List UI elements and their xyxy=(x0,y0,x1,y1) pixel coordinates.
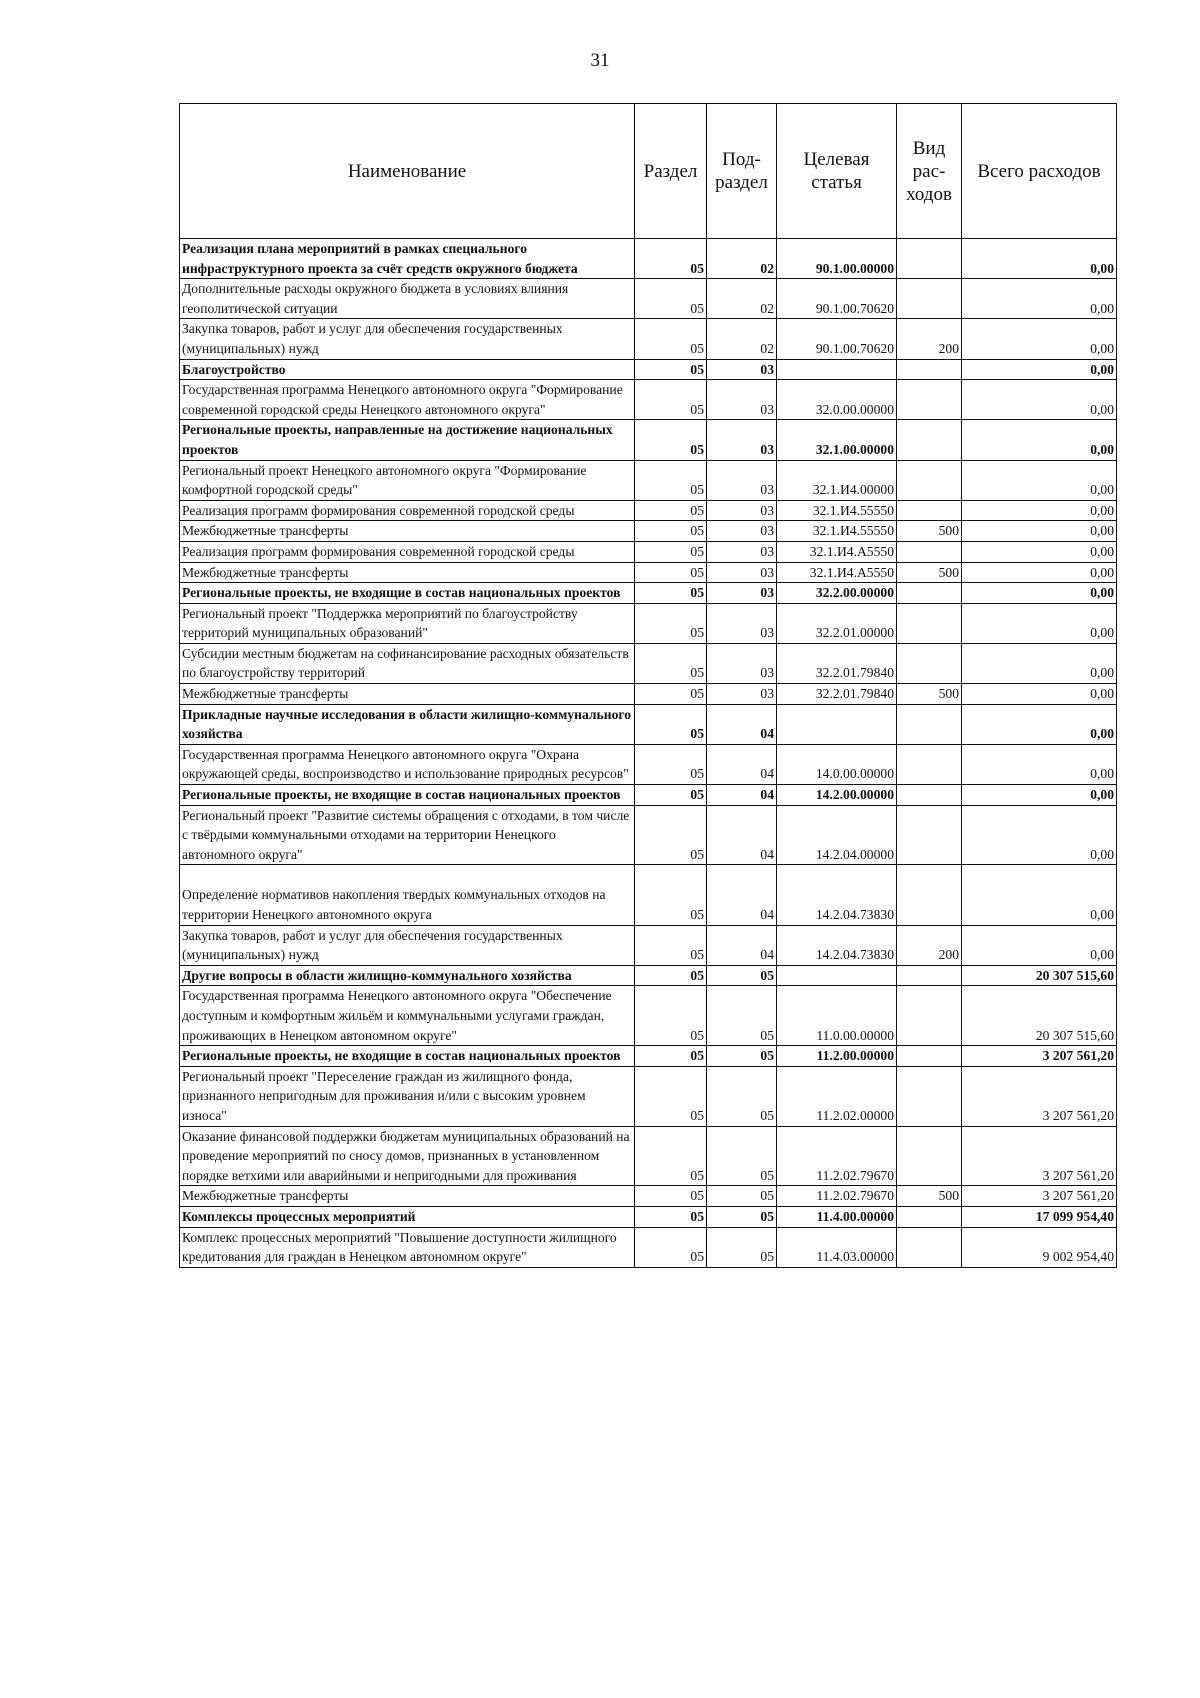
row-podrazdel-cell: 02 xyxy=(707,319,777,359)
row-razdel-cell: 05 xyxy=(635,865,707,925)
row-statya-cell: 32.0.00.00000 xyxy=(777,380,897,420)
row-razdel-cell: 05 xyxy=(635,1227,707,1267)
row-razdel-cell: 05 xyxy=(635,1186,707,1207)
row-vid-cell xyxy=(897,460,962,500)
row-total-cell: 0,00 xyxy=(962,420,1117,460)
row-statya-cell: 32.1.И4.55550 xyxy=(777,500,897,521)
page-number: 31 xyxy=(590,50,610,71)
row-podrazdel-cell: 05 xyxy=(707,1066,777,1126)
row-razdel-cell: 05 xyxy=(635,684,707,705)
row-vid-cell xyxy=(897,1206,962,1227)
row-name-cell: Региональный проект "Развитие системы обращения с отходами, в том числе с твёрдыми коммунальными отходами на территории Ненецкого автономного округа" xyxy=(180,805,635,865)
table-row xyxy=(180,279,1117,319)
row-razdel-cell: 05 xyxy=(635,986,707,1046)
row-statya-cell: 14.2.00.00000 xyxy=(777,785,897,806)
row-name-cell: Комплекс процессных мероприятий "Повышение доступности жилищного кредитования для граждан в Ненецком автономном округе" xyxy=(180,1227,635,1267)
row-razdel-cell: 05 xyxy=(635,319,707,359)
row-podrazdel-cell: 03 xyxy=(707,460,777,500)
row-statya-cell: 32.1.00.00000 xyxy=(777,420,897,460)
row-total-cell: 20 307 515,60 xyxy=(962,965,1117,986)
row-name-cell: Региональный проект "Поддержка мероприятий по благоустройству территорий муниципальных образований" xyxy=(180,603,635,643)
table-row xyxy=(180,1227,1117,1267)
row-vid-cell xyxy=(897,1227,962,1267)
table-row xyxy=(180,1206,1117,1227)
row-podrazdel-cell: 02 xyxy=(707,279,777,319)
row-statya-cell: 32.1.И4.А5550 xyxy=(777,541,897,562)
row-vid-cell xyxy=(897,603,962,643)
row-razdel-cell: 05 xyxy=(635,500,707,521)
row-name-cell: Прикладные научные исследования в области жилищно-коммунального хозяйства xyxy=(180,704,635,744)
row-vid-cell xyxy=(897,1046,962,1067)
row-razdel-cell: 05 xyxy=(635,643,707,683)
row-statya-cell xyxy=(777,965,897,986)
row-razdel-cell: 05 xyxy=(635,239,707,279)
row-razdel-cell: 05 xyxy=(635,805,707,865)
row-statya-cell: 32.1.И4.00000 xyxy=(777,460,897,500)
row-name-cell: Закупка товаров, работ и услуг для обеспечения государственных (муниципальных) нужд xyxy=(180,925,635,965)
row-total-cell: 9 002 954,40 xyxy=(962,1227,1117,1267)
row-razdel-cell: 05 xyxy=(635,583,707,604)
row-razdel-cell: 05 xyxy=(635,1046,707,1067)
row-name-cell: Оказание финансовой поддержки бюджетам муниципальных образований на проведение мероприятий по сносу домов, признанных в установленном порядке ветхими или аварийными и непригодными для проживания xyxy=(180,1126,635,1186)
row-statya-cell: 32.2.01.00000 xyxy=(777,603,897,643)
table-row xyxy=(180,1046,1117,1067)
row-vid-cell xyxy=(897,420,962,460)
header-name: Наименование xyxy=(180,104,635,239)
row-razdel-cell: 05 xyxy=(635,359,707,380)
row-podrazdel-cell: 05 xyxy=(707,1206,777,1227)
table-row xyxy=(180,359,1117,380)
row-total-cell: 0,00 xyxy=(962,562,1117,583)
row-podrazdel-cell: 04 xyxy=(707,865,777,925)
row-total-cell: 0,00 xyxy=(962,380,1117,420)
table-row xyxy=(180,239,1117,279)
row-podrazdel-cell: 02 xyxy=(707,239,777,279)
table-row xyxy=(180,965,1117,986)
row-razdel-cell: 05 xyxy=(635,460,707,500)
row-podrazdel-cell: 03 xyxy=(707,603,777,643)
row-name-cell: Региональные проекты, направленные на достижение национальных проектов xyxy=(180,420,635,460)
row-name-cell: Государственная программа Ненецкого автономного округа "Формирование современной городской среды Ненецкого автономного округа" xyxy=(180,380,635,420)
table-row xyxy=(180,460,1117,500)
row-vid-cell xyxy=(897,785,962,806)
row-total-cell: 0,00 xyxy=(962,925,1117,965)
row-podrazdel-cell: 03 xyxy=(707,500,777,521)
row-total-cell: 0,00 xyxy=(962,643,1117,683)
row-vid-cell xyxy=(897,643,962,683)
row-razdel-cell: 05 xyxy=(635,704,707,744)
row-statya-cell: 11.0.00.00000 xyxy=(777,986,897,1046)
row-razdel-cell: 05 xyxy=(635,279,707,319)
row-total-cell: 3 207 561,20 xyxy=(962,1066,1117,1126)
row-podrazdel-cell: 04 xyxy=(707,704,777,744)
row-statya-cell: 90.1.00.00000 xyxy=(777,239,897,279)
header-vid: Вид рас- ходов xyxy=(897,104,962,239)
row-total-cell: 0,00 xyxy=(962,500,1117,521)
row-statya-cell: 90.1.00.70620 xyxy=(777,279,897,319)
row-name-cell: Комплексы процессных мероприятий xyxy=(180,1206,635,1227)
row-razdel-cell: 05 xyxy=(635,521,707,542)
row-vid-cell: 500 xyxy=(897,1186,962,1207)
table-row xyxy=(180,1126,1117,1186)
table-row xyxy=(180,380,1117,420)
table-row xyxy=(180,562,1117,583)
table-row xyxy=(180,319,1117,359)
row-name-cell: Реализация программ формирования современной городской среды xyxy=(180,500,635,521)
row-podrazdel-cell: 03 xyxy=(707,521,777,542)
table-row xyxy=(180,1066,1117,1126)
row-vid-cell xyxy=(897,500,962,521)
row-razdel-cell: 05 xyxy=(635,380,707,420)
row-podrazdel-cell: 03 xyxy=(707,562,777,583)
row-razdel-cell: 05 xyxy=(635,420,707,460)
row-total-cell: 0,00 xyxy=(962,279,1117,319)
row-name-cell: Благоустройство xyxy=(180,359,635,380)
row-razdel-cell: 05 xyxy=(635,965,707,986)
table-row xyxy=(180,541,1117,562)
row-vid-cell xyxy=(897,865,962,925)
row-podrazdel-cell: 05 xyxy=(707,1227,777,1267)
budget-table xyxy=(179,103,1117,1268)
row-total-cell: 0,00 xyxy=(962,239,1117,279)
row-podrazdel-cell: 04 xyxy=(707,744,777,784)
row-podrazdel-cell: 03 xyxy=(707,541,777,562)
row-vid-cell xyxy=(897,380,962,420)
row-razdel-cell: 05 xyxy=(635,541,707,562)
row-podrazdel-cell: 04 xyxy=(707,925,777,965)
row-total-cell: 0,00 xyxy=(962,704,1117,744)
row-name-cell: Региональный проект "Переселение граждан из жилищного фонда, признанного непригодным для проживания и/или с высоким уровнем износа" xyxy=(180,1066,635,1126)
row-podrazdel-cell: 03 xyxy=(707,583,777,604)
row-podrazdel-cell: 04 xyxy=(707,785,777,806)
table-header-row xyxy=(180,104,1117,239)
row-statya-cell: 32.2.01.79840 xyxy=(777,684,897,705)
row-name-cell: Дополнительные расходы окружного бюджета в условиях влияния геополитической ситуации xyxy=(180,279,635,319)
row-vid-cell: 200 xyxy=(897,925,962,965)
row-total-cell: 0,00 xyxy=(962,319,1117,359)
row-podrazdel-cell: 04 xyxy=(707,805,777,865)
header-podrazdel: Под- раздел xyxy=(707,104,777,239)
header-total: Всего расходов xyxy=(962,104,1117,239)
row-vid-cell xyxy=(897,965,962,986)
row-podrazdel-cell: 03 xyxy=(707,643,777,683)
row-name-cell: Региональные проекты, не входящие в состав национальных проектов xyxy=(180,583,635,604)
table-row xyxy=(180,704,1117,744)
table-row xyxy=(180,684,1117,705)
row-statya-cell: 32.2.00.00000 xyxy=(777,583,897,604)
row-podrazdel-cell: 03 xyxy=(707,380,777,420)
row-total-cell: 0,00 xyxy=(962,805,1117,865)
row-total-cell: 0,00 xyxy=(962,684,1117,705)
row-total-cell: 17 099 954,40 xyxy=(962,1206,1117,1227)
row-vid-cell xyxy=(897,541,962,562)
row-statya-cell: 14.2.04.73830 xyxy=(777,925,897,965)
row-razdel-cell: 05 xyxy=(635,603,707,643)
table-row xyxy=(180,744,1117,784)
row-podrazdel-cell: 03 xyxy=(707,359,777,380)
table-row xyxy=(180,521,1117,542)
table-row xyxy=(180,865,1117,925)
row-statya-cell: 90.1.00.70620 xyxy=(777,319,897,359)
row-vid-cell xyxy=(897,583,962,604)
row-statya-cell: 11.2.02.00000 xyxy=(777,1066,897,1126)
row-name-cell: Другие вопросы в области жилищно-коммунального хозяйства xyxy=(180,965,635,986)
row-podrazdel-cell: 05 xyxy=(707,1126,777,1186)
row-podrazdel-cell: 05 xyxy=(707,1186,777,1207)
row-total-cell: 0,00 xyxy=(962,744,1117,784)
row-vid-cell: 500 xyxy=(897,684,962,705)
row-name-cell: Межбюджетные трансферты xyxy=(180,521,635,542)
table-row xyxy=(180,805,1117,865)
row-razdel-cell: 05 xyxy=(635,1126,707,1186)
table-row xyxy=(180,643,1117,683)
row-vid-cell xyxy=(897,1126,962,1186)
table-row xyxy=(180,785,1117,806)
row-total-cell: 0,00 xyxy=(962,541,1117,562)
row-name-cell: Региональные проекты, не входящие в состав национальных проектов xyxy=(180,785,635,806)
row-total-cell: 0,00 xyxy=(962,785,1117,806)
row-total-cell: 3 207 561,20 xyxy=(962,1046,1117,1067)
row-vid-cell xyxy=(897,1066,962,1126)
row-name-cell: Региональный проект Ненецкого автономного округа "Формирование комфортной городской среды" xyxy=(180,460,635,500)
row-name-cell: Межбюджетные трансферты xyxy=(180,684,635,705)
row-name-cell: Межбюджетные трансферты xyxy=(180,562,635,583)
header-razdel: Раздел xyxy=(635,104,707,239)
row-razdel-cell: 05 xyxy=(635,1206,707,1227)
row-total-cell: 3 207 561,20 xyxy=(962,1126,1117,1186)
row-name-cell: Региональные проекты, не входящие в состав национальных проектов xyxy=(180,1046,635,1067)
row-statya-cell xyxy=(777,704,897,744)
row-total-cell: 20 307 515,60 xyxy=(962,986,1117,1046)
table-row xyxy=(180,603,1117,643)
table-row xyxy=(180,925,1117,965)
row-name-cell: Определение нормативов накопления твердых коммунальных отходов на территории Ненецкого автономного округа xyxy=(180,865,635,925)
row-razdel-cell: 05 xyxy=(635,1066,707,1126)
row-statya-cell xyxy=(777,359,897,380)
row-vid-cell xyxy=(897,239,962,279)
row-total-cell: 0,00 xyxy=(962,359,1117,380)
row-total-cell: 0,00 xyxy=(962,603,1117,643)
row-razdel-cell: 05 xyxy=(635,785,707,806)
row-statya-cell: 11.2.02.79670 xyxy=(777,1186,897,1207)
row-statya-cell: 11.2.02.79670 xyxy=(777,1126,897,1186)
row-name-cell: Закупка товаров, работ и услуг для обеспечения государственных (муниципальных) нужд xyxy=(180,319,635,359)
row-statya-cell: 11.2.00.00000 xyxy=(777,1046,897,1067)
row-podrazdel-cell: 05 xyxy=(707,1046,777,1067)
table-row xyxy=(180,500,1117,521)
row-total-cell: 0,00 xyxy=(962,865,1117,925)
row-name-cell: Государственная программа Ненецкого автономного округа "Охрана окружающей среды, воспроизводство и использование природных ресурсов" xyxy=(180,744,635,784)
row-name-cell: Межбюджетные трансферты xyxy=(180,1186,635,1207)
row-total-cell: 3 207 561,20 xyxy=(962,1186,1117,1207)
header-statya: Целевая статья xyxy=(777,104,897,239)
row-name-cell: Реализация плана мероприятий в рамках специального инфраструктурного проекта за счёт средств окружного бюджета xyxy=(180,239,635,279)
row-statya-cell: 14.2.04.73830 xyxy=(777,865,897,925)
row-total-cell: 0,00 xyxy=(962,583,1117,604)
row-podrazdel-cell: 05 xyxy=(707,965,777,986)
row-statya-cell: 32.1.И4.55550 xyxy=(777,521,897,542)
row-vid-cell: 500 xyxy=(897,562,962,583)
row-name-cell: Государственная программа Ненецкого автономного округа "Обеспечение доступным и комфортным жильём и коммунальными услугами граждан, проживающих в Ненецком автономном округе" xyxy=(180,986,635,1046)
row-vid-cell: 500 xyxy=(897,521,962,542)
row-statya-cell: 11.4.03.00000 xyxy=(777,1227,897,1267)
table-row xyxy=(180,1186,1117,1207)
row-vid-cell xyxy=(897,805,962,865)
row-razdel-cell: 05 xyxy=(635,562,707,583)
row-statya-cell: 32.2.01.79840 xyxy=(777,643,897,683)
row-name-cell: Реализация программ формирования современной городской среды xyxy=(180,541,635,562)
row-razdel-cell: 05 xyxy=(635,925,707,965)
row-statya-cell: 14.2.04.00000 xyxy=(777,805,897,865)
row-total-cell: 0,00 xyxy=(962,521,1117,542)
row-name-cell: Субсидии местным бюджетам на софинансирование расходных обязательств по благоустройству территорий xyxy=(180,643,635,683)
table-row xyxy=(180,583,1117,604)
table-row xyxy=(180,420,1117,460)
row-statya-cell: 32.1.И4.А5550 xyxy=(777,562,897,583)
row-vid-cell xyxy=(897,744,962,784)
row-vid-cell xyxy=(897,279,962,319)
row-vid-cell xyxy=(897,359,962,380)
row-statya-cell: 11.4.00.00000 xyxy=(777,1206,897,1227)
row-total-cell: 0,00 xyxy=(962,460,1117,500)
row-vid-cell xyxy=(897,704,962,744)
row-podrazdel-cell: 03 xyxy=(707,420,777,460)
table-body xyxy=(180,239,1117,1268)
row-vid-cell: 200 xyxy=(897,319,962,359)
row-podrazdel-cell: 05 xyxy=(707,986,777,1046)
row-vid-cell xyxy=(897,986,962,1046)
row-podrazdel-cell: 03 xyxy=(707,684,777,705)
row-razdel-cell: 05 xyxy=(635,744,707,784)
table-row xyxy=(180,986,1117,1046)
row-statya-cell: 14.0.00.00000 xyxy=(777,744,897,784)
